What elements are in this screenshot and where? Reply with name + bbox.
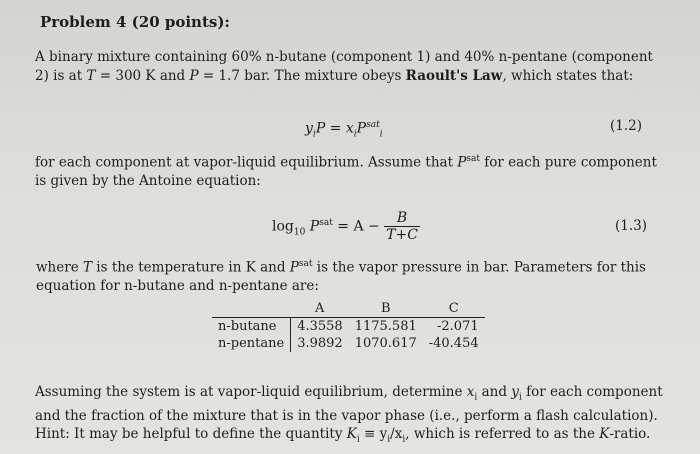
- antoine-parameters-table: [212, 300, 485, 352]
- param-t-symbol: T: [82, 259, 92, 276]
- task-and: and: [477, 384, 512, 400]
- param-text-b: is the temperature in K and: [92, 259, 290, 276]
- eq12-sub-i-3: i: [379, 129, 383, 140]
- antoine-intro-paragraph: [35, 150, 660, 190]
- parameters-paragraph: [36, 255, 661, 295]
- header-blank: [212, 300, 291, 318]
- antoine-sat: sat: [466, 154, 480, 164]
- task-k-sub: i: [356, 434, 360, 445]
- task-y-sub: i: [518, 392, 522, 403]
- param-text-c: is the vapor pressure in bar. Parameters for this equation for n-butane and n-pentane are:: [36, 259, 646, 294]
- task-kratio: K: [599, 425, 610, 442]
- antoine-intro-text: for each component at vapor-liquid equilibrium. Assume that: [35, 154, 458, 171]
- eq13-numerator: B: [396, 210, 408, 226]
- intro-temperature-value: = 300 K and: [95, 68, 190, 84]
- antoine-p-symbol: P: [457, 154, 467, 171]
- eq13-p: P: [309, 218, 320, 235]
- pressure-symbol: P: [189, 68, 199, 84]
- task-paragraph: [35, 383, 675, 448]
- cell-b: 1070.617: [354, 336, 417, 351]
- header-b: B: [349, 300, 423, 318]
- eq13-fraction: [384, 210, 420, 243]
- eq13-a: = A −: [332, 218, 385, 235]
- equation-number-1-3: (1.3): [615, 218, 648, 234]
- intro-text: A binary mixture containing 60% n-butane (component 1) and 40% n-pentane (component 2) is at: [35, 49, 653, 84]
- task-slash: /x: [390, 425, 403, 442]
- cell-c: -40.454: [428, 336, 479, 351]
- equation-number-1-2: (1.2): [610, 118, 643, 134]
- task-def: ≡ y: [359, 425, 388, 442]
- eq12-p: P: [315, 120, 326, 137]
- cell-b: 1175.581: [354, 319, 417, 334]
- cell-a: 3.9892: [297, 336, 343, 351]
- equation-1-3: [272, 210, 420, 243]
- task-text-d: -ratio.: [609, 425, 651, 442]
- header-a: A: [291, 300, 349, 318]
- task-slash-sub: i: [402, 434, 406, 445]
- eq12-y: y: [305, 120, 313, 137]
- eq12-psat: P: [356, 120, 367, 137]
- cell-a: 4.3558: [297, 319, 343, 334]
- eq12-sub-i: i: [312, 129, 316, 140]
- task-def-sub: i: [387, 434, 391, 445]
- eq12-x: = x: [325, 120, 354, 137]
- table-header-row: [212, 300, 485, 318]
- table-row: [212, 318, 485, 336]
- eq12-sat: sat: [366, 120, 380, 130]
- raoults-law-term: Raoult's Law: [405, 68, 503, 84]
- eq12-sub-i-2: i: [353, 129, 357, 140]
- param-sat: sat: [298, 259, 313, 269]
- equation-1-2: [305, 120, 383, 139]
- table-row: [212, 335, 485, 352]
- eq13-sat: sat: [319, 217, 333, 228]
- row-name: n-pentane: [212, 335, 291, 352]
- task-y: y: [511, 384, 519, 400]
- task-x: x: [466, 384, 475, 400]
- cell-c: -2.071: [437, 319, 479, 334]
- problem-title: Problem 4 (20 points):: [40, 13, 230, 31]
- header-c: C: [423, 300, 485, 318]
- task-text-c: , which is referred to as the: [405, 425, 600, 442]
- temperature-symbol: T: [86, 68, 96, 84]
- row-name: n-butane: [212, 318, 291, 336]
- eq13-log: log: [272, 218, 294, 235]
- intro-end-text: , which states that:: [502, 68, 634, 84]
- task-text-b: for each component and the fraction of the mixture that is in the vapor phase (i.e., perform a flash calculation). Hint: It may be helpful to define the quantity: [35, 384, 663, 442]
- intro-paragraph: [35, 48, 655, 86]
- task-x-sub: i: [474, 392, 478, 403]
- eq13-base: 10: [293, 227, 306, 238]
- intro-pressure-value: = 1.7 bar. The mixture obeys: [198, 68, 406, 84]
- eq13-denominator: T+C: [386, 227, 418, 243]
- antoine-intro-text-2: for each pure component is given by the Antoine equation:: [35, 154, 657, 189]
- task-k: K: [346, 425, 357, 442]
- param-p-symbol: P: [289, 259, 299, 276]
- task-text-a: Assuming the system is at vapor-liquid equilibrium, determine: [35, 384, 467, 400]
- param-text-a: where: [36, 259, 83, 276]
